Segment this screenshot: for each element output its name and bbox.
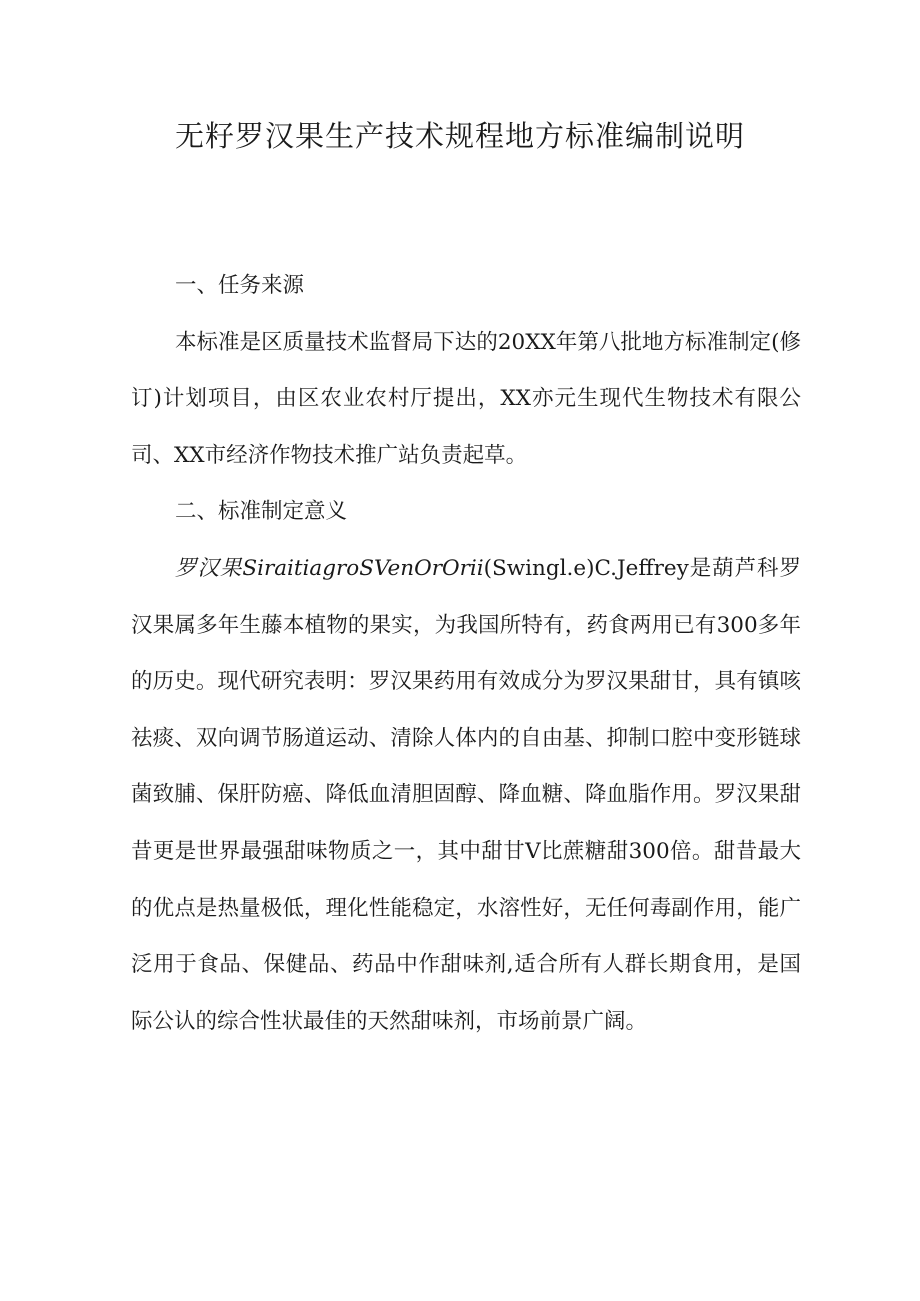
section-heading-task-source: 一、任务来源	[175, 273, 305, 298]
species-name-italic: 罗汉果SiraitiagroSVenOrOrii	[175, 555, 484, 581]
document-title: 无籽罗汉果生产技术规程地方标准编制说明	[174, 119, 745, 153]
section-heading-significance: 二、标准制定意义	[175, 499, 348, 525]
section-paragraph-significance	[131, 541, 801, 1050]
document-body	[131, 258, 801, 1050]
section-paragraph-task-source: 本标准是区质量技术监督局下达的20XX年第八批地方标准制定(修订)计划项目，由区农业农村厅提出，XX亦元生现代生物技术有限公司、XX市经济作物技术推广站负责起草。	[131, 329, 801, 468]
paragraph-body-text: (Swingl.e)C.Jeffrey是葫芦科罗汉果属多年生藤本植物的果实，为我国所特有，药食两用已有300多年的历史。现代研究表明：罗汉果药用有效成分为罗汉果甜甘，具有镇咳祛痰、双向调节肠道运动、清除人体内的自由基、抑制口腔中变形链球菌致脯、保肝防癌、降低血清胆固醇、降血糖、降血脂作用。罗汉果甜昔更是世界最强甜味物质之一，其中甜甘V比蔗糖甜300倍。甜昔最大的优点是热量极低，理化性能稳定，水溶性好，无任何毒副作用，能广泛用于食品、保健品、药品中作甜味剂,适合所有人群长期食用，是国际公认的综合性状最佳的天然甜味剂，市场前景广阔。	[131, 555, 801, 1034]
